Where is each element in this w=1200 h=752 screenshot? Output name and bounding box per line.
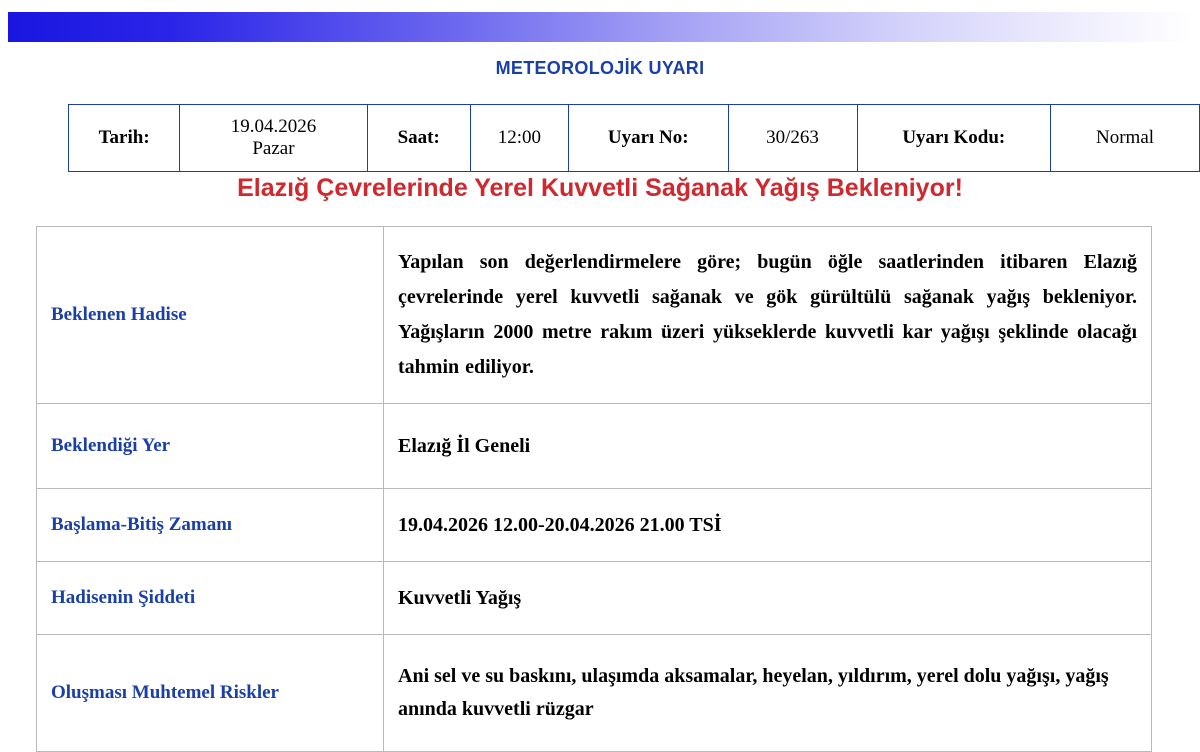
date-label: Tarih: bbox=[69, 105, 180, 172]
row-label-expected-area: Beklendiği Yer bbox=[37, 404, 384, 489]
row-label-possible-risks: Oluşması Muhtemel Riskler bbox=[37, 635, 384, 752]
row-value-event-severity: Kuvvetli Yağış bbox=[384, 562, 1152, 635]
row-label-expected-event: Beklenen Hadise bbox=[37, 227, 384, 404]
table-row bbox=[69, 105, 1200, 172]
row-value-expected-area: Elazığ İl Geneli bbox=[384, 404, 1152, 489]
time-value: 12:00 bbox=[470, 105, 568, 172]
alert-headline: Elazığ Çevrelerinde Yerel Kuvvetli Sağanak Yağış Bekleniyor! bbox=[237, 174, 963, 202]
table-row bbox=[37, 562, 1152, 635]
warning-detail-table bbox=[36, 226, 1152, 752]
date-value-day: 19.04.2026 bbox=[230, 116, 317, 138]
header-gradient-bar bbox=[8, 12, 1192, 42]
table-row bbox=[37, 489, 1152, 562]
date-value-weekday: Pazar bbox=[252, 138, 295, 159]
table-row bbox=[37, 635, 1152, 752]
warning-number-value: 30/263 bbox=[728, 105, 857, 172]
row-value-start-end-time: 19.04.2026 12.00-20.04.2026 21.00 TSİ bbox=[384, 489, 1152, 562]
row-value-expected-event: Yapılan son değerlendirmelere göre; bugün öğle saatlerinden itibaren Elazığ çevrelerinde yerel kuvvetli sağanak ve gök gürültülü sağanak yağış bekleniyor. Yağışların 2000 metre rakım üzeri yükseklerde kuvvetli kar yağışı şeklinde olacağı tahmin ediliyor. bbox=[384, 227, 1152, 404]
warning-number-label: Uyarı No: bbox=[568, 105, 728, 172]
row-label-start-end-time: Başlama-Bitiş Zamanı bbox=[37, 489, 384, 562]
page-title: METEOROLOJİK UYARI bbox=[495, 58, 705, 78]
warning-info-table bbox=[68, 104, 1200, 172]
table-row bbox=[37, 404, 1152, 489]
time-label: Saat: bbox=[367, 105, 470, 172]
row-label-event-severity: Hadisenin Şiddeti bbox=[37, 562, 384, 635]
table-row bbox=[37, 227, 1152, 404]
warning-code-label: Uyarı Kodu: bbox=[857, 105, 1051, 172]
row-value-possible-risks: Ani sel ve su baskını, ulaşımda aksamalar, heyelan, yıldırım, yerel dolu yağışı, yağış anında kuvvetli rüzgar bbox=[384, 635, 1152, 752]
date-value bbox=[180, 105, 367, 172]
warning-code-value: Normal bbox=[1051, 105, 1200, 172]
